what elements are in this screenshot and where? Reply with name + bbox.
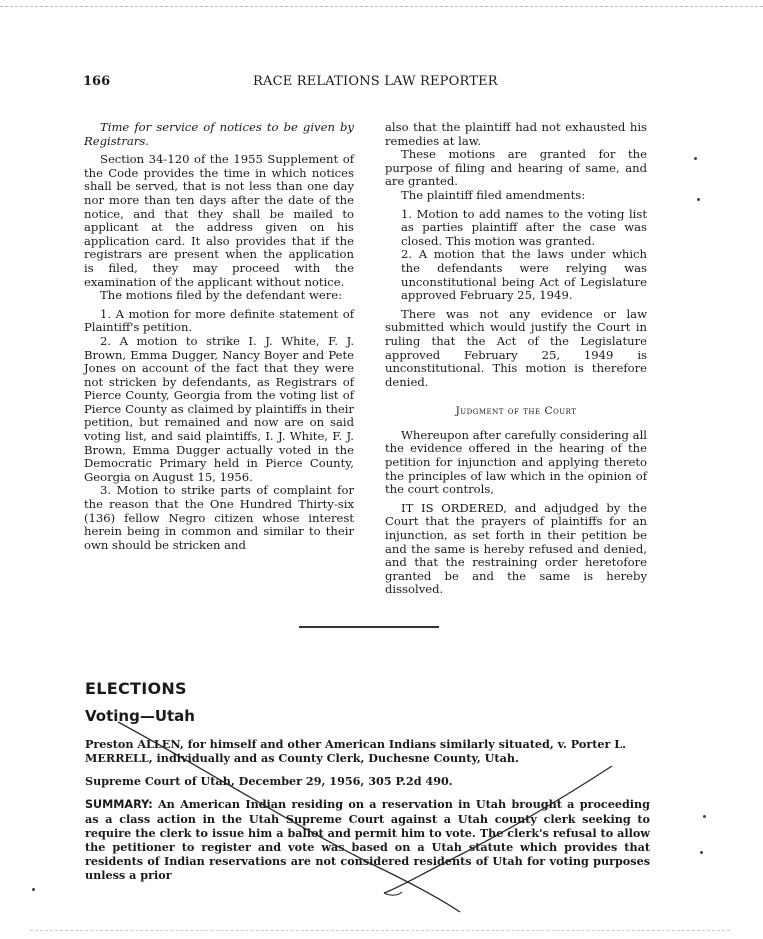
scan-top-edge <box>0 6 763 7</box>
scan-speck <box>32 888 35 891</box>
right-column <box>385 121 647 597</box>
case-summary <box>85 797 650 882</box>
left-motion-3: 3. Motion to strike parts of complaint for the reason that the One Hundred Thirty-six (136) fellow Negro citizen whose interest herein being in common and similar to their own should be stricken and <box>84 483 354 552</box>
scan-bottom-edge <box>30 930 730 931</box>
right-para-2: These motions are granted for the purpose of filing and hearing of same, and are granted. <box>385 147 647 189</box>
scan-speck <box>700 851 703 854</box>
left-heading: Time for service of notices to be given by Registrars. <box>84 120 354 148</box>
judgment-subheading: Judgment of the Court <box>455 405 577 418</box>
scan-speck <box>703 815 706 818</box>
right-para-5: Whereupon after carefully considering all the evidence offered in the hearing of the petition for injunction and applying thereto the principles of law which in the opinion of the court controls, <box>385 427 647 497</box>
right-para-1: also that the plaintiff had not exhausted his remedies at law. <box>385 120 647 148</box>
scan-speck <box>694 157 697 160</box>
left-motion-2: 2. A motion to strike I. J. White, F. J. Brown, Emma Dugger, Nancy Boyer and Pete Jones on account of the fact that they were not stricken by defendants, as Registrars of Pierce County, Georgia from the voting list of Pierce County as claimed by plaintiffs in their petition, but remained and now are on said voting list, and said plaintiffs, I. J. White, F. J. Brown, Emma Dugger actually voted in the Democratic Primary held in Pierce County, Georgia on August 15, 1956. <box>84 333 354 484</box>
left-para-2: The motions filed by the defendant were: <box>100 288 343 303</box>
scan-speck <box>697 198 700 201</box>
section-title: ELECTIONS <box>85 679 187 698</box>
section-divider <box>299 626 439 628</box>
case-title: Preston ALLEN, for himself and other American Indians similarly situated, v. Porter L. MERRELL, individually and as County Clerk, Duchesne County, Utah. <box>85 737 627 765</box>
right-para-6: IT IS ORDERED, and adjudged by the Court that the prayers of plaintiffs for an injunction, as set forth in their petition be and the same is hereby refused and denied, and that the restraining order heretofore granted be and the same is hereby dissolved. <box>385 500 647 597</box>
left-para-1: Section 34-120 of the 1955 Supplement of the Code provides the time in which notices shall be served, that is not less than one day nor more than ten days after the date of the notice, and that they shall be mailed to applicant at the address given on his application card. It also provides that if the registrars are present when the application is filed, they may proceed with the examination of the applicant without notice. <box>84 152 354 289</box>
right-para-3: The plaintiff filed amendments: <box>401 187 586 202</box>
running-title: RACE RELATIONS LAW REPORTER <box>253 74 498 89</box>
summary-text: An American Indian residing on a reservation in Utah brought a proceeding as a class action in the Utah Supreme Court against a Utah county clerk seeking to require the clerk to issue him a ballot and permit him to vote. The clerk's refusal to allow the petitioner to register and vote was based on a Utah statute which provides that residents of Indian reservations are not considered residents of Utah for voting purposes unless a prior <box>85 797 650 882</box>
left-column <box>84 121 354 552</box>
section-subtitle: Voting—Utah <box>85 707 195 725</box>
right-amendment-2: 2. A motion that the laws under which the defendants were relying was unconstitutional being Act of Legislature approved February 25, 1949. <box>401 247 647 303</box>
page-number: 166 <box>83 74 111 89</box>
right-amendment-1: 1. Motion to add names to the voting list as parties plaintiff after the case was closed. This motion was granted. <box>401 206 647 248</box>
right-para-4: There was not any evidence or law submitted which would justify the Court in ruling that the Act of the Legislature approved February 25, 1949 is unconstitutional. This motion is therefore denied. <box>385 306 647 389</box>
case-citation: Supreme Court of Utah, December 29, 1956, 305 P.2d 490. <box>85 774 453 788</box>
left-motion-1: 1. A motion for more definite statement of Plaintiff's petition. <box>84 306 354 335</box>
summary-label: SUMMARY: <box>85 798 153 811</box>
